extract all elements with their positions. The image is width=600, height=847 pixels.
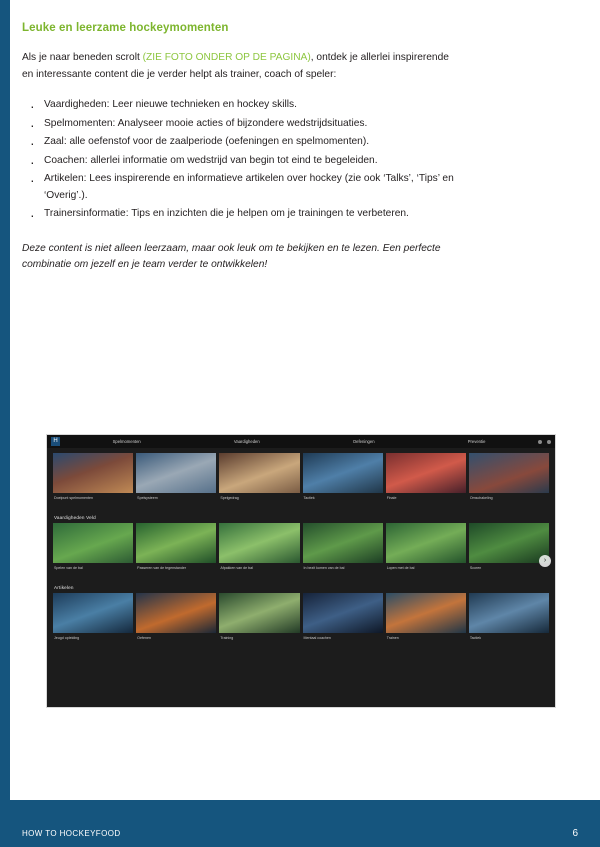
thumbnail-caption: Finale: [386, 496, 397, 500]
figure-topbar: [47, 435, 555, 448]
thumbnail-caption: Doelpunt spelmomenten: [54, 496, 93, 500]
thumbnail-caption: Mentaal coachen: [303, 636, 331, 640]
thumbnail-image: [136, 593, 216, 633]
thumbnail-image: [386, 593, 466, 633]
thumbnail-caption: Training: [220, 636, 234, 640]
section-label-artikelen: Artikelen: [54, 585, 74, 590]
thumbnail-row: [47, 448, 555, 511]
thumbnail-caption: Lopen met de bal: [386, 566, 415, 570]
thumbnail-image: [53, 453, 133, 493]
list-item[interactable]: [469, 593, 549, 645]
list-item[interactable]: [303, 523, 383, 575]
thumbnail-image: [136, 523, 216, 563]
thumbnail-image: [469, 453, 549, 493]
thumbnail-caption: Spelsysteem: [137, 496, 158, 500]
intro-text-end: , ontdek je allerlei inspirerende en interessante content die je verder helpt als trainer, coach of speler:: [22, 52, 449, 80]
list-item[interactable]: [386, 593, 466, 645]
app-logo-icon: H: [51, 437, 60, 446]
page-number: 6: [572, 828, 578, 839]
app-screenshot-figure: [46, 434, 556, 708]
page-title: Leuke en leerzame hockeymomenten: [22, 22, 229, 34]
list-item: · Spelmomenten: Analyseer mooie acties of bijzondere wedstrijdsituaties.: [22, 116, 472, 133]
document-content: [22, 22, 562, 274]
thumbnail-image: [303, 593, 383, 633]
thumbnail-image: [303, 523, 383, 563]
list-item[interactable]: [53, 453, 133, 505]
thumbnail-caption: In bezit komen van de bal: [303, 566, 345, 570]
thumbnail-image: [53, 593, 133, 633]
thumbnail-caption: Tactiek: [303, 496, 315, 500]
thumbnail-image: [469, 593, 549, 633]
thumbnail-caption: Tactiek: [469, 636, 482, 640]
intro-paragraph: [22, 50, 462, 83]
nav-item-oefeningen[interactable]: Oefeningen: [352, 439, 375, 444]
thumbnail-caption: Trainen: [386, 636, 399, 640]
list-item: · Vaardigheden: Leer nieuwe technieken en hockey skills.: [22, 97, 472, 114]
list-item[interactable]: [469, 453, 549, 505]
thumbnail-caption: Scoren: [469, 566, 482, 570]
list-item[interactable]: [386, 453, 466, 505]
chevron-right-icon[interactable]: ›: [539, 555, 551, 567]
intro-highlight: (ZIE FOTO ONDER OP DE PAGINA): [142, 52, 311, 63]
thumbnail-image: [386, 523, 466, 563]
gear-icon[interactable]: [538, 440, 542, 444]
closing-paragraph: Deze content is niet alleen leerzaam, maar ook leuk om te bekijken en te lezen. Een perfecte combinatie om jezelf en je team verder te ontwikkelen!: [22, 242, 441, 271]
user-icon[interactable]: [547, 440, 551, 444]
footer-brand: HOW TO HOCKEYFOOD: [22, 829, 121, 838]
list-item[interactable]: [303, 593, 383, 645]
list-item[interactable]: [136, 593, 216, 645]
thumbnail-image: [219, 523, 299, 563]
thumbnail-image: [469, 523, 549, 563]
list-item[interactable]: [219, 593, 299, 645]
nav-item-spelmomenten[interactable]: Spelmomenten: [112, 439, 141, 444]
thumbnail-image: [303, 453, 383, 493]
list-item[interactable]: [53, 593, 133, 645]
list-item: · Coachen: allerlei informatie om wedstrijd van begin tot eind te begeleiden.: [22, 153, 472, 170]
intro-text-start: Als je naar beneden scrolt: [22, 52, 143, 63]
thumbnail-image: [219, 453, 299, 493]
feature-bullet-list: [22, 97, 472, 223]
list-item[interactable]: [219, 453, 299, 505]
figure-nav: [66, 439, 532, 444]
section-label-vaardigheden-veld: Vaardigheden Veld: [54, 515, 96, 520]
thumbnail-caption: Oefenen: [137, 636, 151, 640]
figure-topbar-icons: [538, 440, 551, 444]
list-item[interactable]: [386, 523, 466, 575]
list-item[interactable]: [219, 523, 299, 575]
thumbnail-caption: Jeugd opleiding: [54, 636, 80, 640]
list-item[interactable]: [136, 453, 216, 505]
list-item: · Zaal: alle oefenstof voor de zaalperiode (oefeningen en spelmomenten).: [22, 134, 472, 151]
list-item[interactable]: [53, 523, 133, 575]
thumbnail-caption: Spelen van de bal: [54, 566, 83, 570]
thumbnail-image: [219, 593, 299, 633]
nav-item-vaardigheden[interactable]: Vaardigheden: [233, 439, 260, 444]
list-item: · Trainersinformatie: Tips en inzichten die je helpen om je trainingen te verbeteren.: [22, 206, 472, 223]
thumbnail-caption: Spelgedrag: [220, 496, 239, 500]
thumbnail-caption: Passeren van de tegenstander: [137, 566, 187, 570]
footer-blue-band: [0, 800, 600, 847]
list-item[interactable]: [469, 523, 549, 575]
thumbnail-caption: Omschakeling: [469, 496, 493, 500]
thumbnail-row: [47, 593, 555, 651]
thumbnail-image: [53, 523, 133, 563]
thumbnail-caption: Afpakken van de bal: [220, 566, 253, 570]
list-item[interactable]: [303, 453, 383, 505]
list-item[interactable]: [136, 523, 216, 575]
thumbnail-image: [386, 453, 466, 493]
list-item: · Artikelen: Lees inspirerende en informatieve artikelen over hockey (zie ook ‘Talks’, ‘Tips’ en ‘Overig’.).: [22, 171, 472, 204]
thumbnail-image: [136, 453, 216, 493]
thumbnail-row: [47, 523, 555, 581]
nav-item-preventie[interactable]: Preventie: [467, 439, 486, 444]
left-accent-bar-top: [0, 0, 10, 430]
